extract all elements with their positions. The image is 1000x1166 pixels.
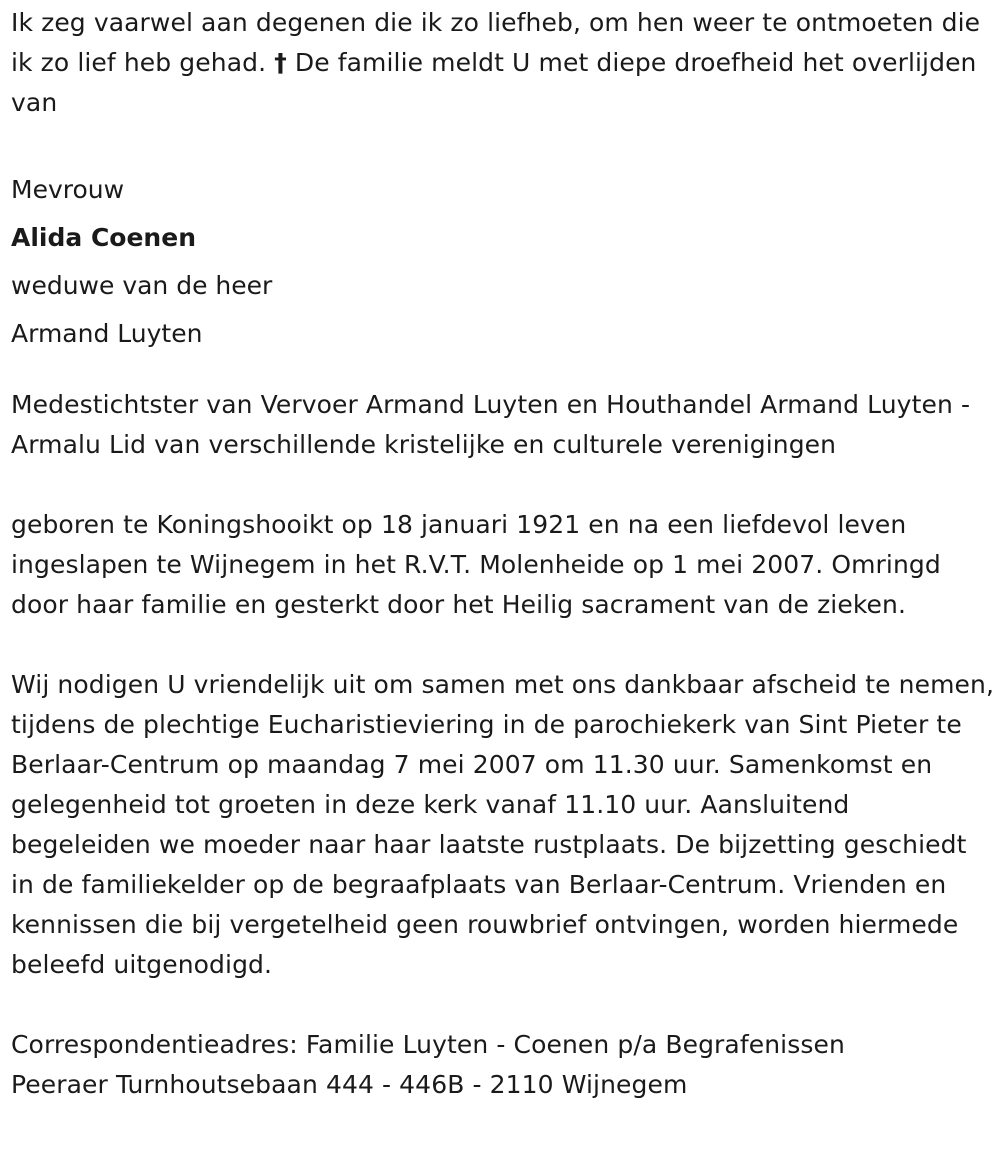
birth-death-paragraph: geboren te Koningshooikt op 18 januari 1921 en na een liefdevol leven ingeslapen te Wijnegem in het R.V.T. Molenheide op 1 mei 2007. Omringd door haar familie en gesterkt door het Heilig sacrament van de zieken. [11, 510, 941, 619]
deceased-title: Mevrouw [11, 175, 125, 204]
spacer [11, 985, 1000, 1025]
deceased-name: Alida Coenen [11, 223, 196, 252]
spacer [11, 358, 1000, 385]
spacer [11, 625, 1000, 665]
spacer [11, 465, 1000, 505]
intro-text-before-cross: Ik zeg vaarwel aan degenen die ik zo liefheb, om hen weer te ontmoeten die ik zo lief heb gehad. [11, 8, 981, 77]
correspondence-paragraph: Correspondentieadres: Familie Luyten - Coenen p/a Begrafenissen Peeraer Turnhoutsebaan 444 - 446B - 2110 Wijnegem [11, 1030, 845, 1099]
cross-icon: † [274, 48, 287, 77]
deceased-relation: weduwe van de heer [11, 271, 273, 300]
spacer [11, 123, 1000, 163]
invitation-paragraph: Wij nodigen U vriendelijk uit om samen met ons dankbaar afscheid te nemen, tijdens de plechtige Eucharistieviering in de parochiekerk van Sint Pieter te Berlaar-Centrum op maandag 7 mei 2007 om 11.30 uur. Samenkomst en gelegenheid tot groeten in deze kerk vanaf 11.10 uur. Aansluitend begeleiden we moeder naar haar laatste rustplaats. De bijzetting geschiedt in de familiekelder op de begraafplaats van Berlaar-Centrum. Vrienden en kennissen die bij vergetelheid geen rouwbrief ontvingen, worden hiermede beleefd uitgenodigd. [11, 670, 995, 979]
description-paragraph: Medestichtster van Vervoer Armand Luyten en Houthandel Armand Luyten - Armalu Lid van verschillende kristelijke en culturele verenigingen [11, 390, 971, 459]
intro-text-after-cross: De familie meldt U met diepe droefheid het overlijden van [11, 48, 977, 117]
intro-paragraph [11, 3, 996, 123]
deceased-spouse: Armand Luyten [11, 319, 203, 348]
